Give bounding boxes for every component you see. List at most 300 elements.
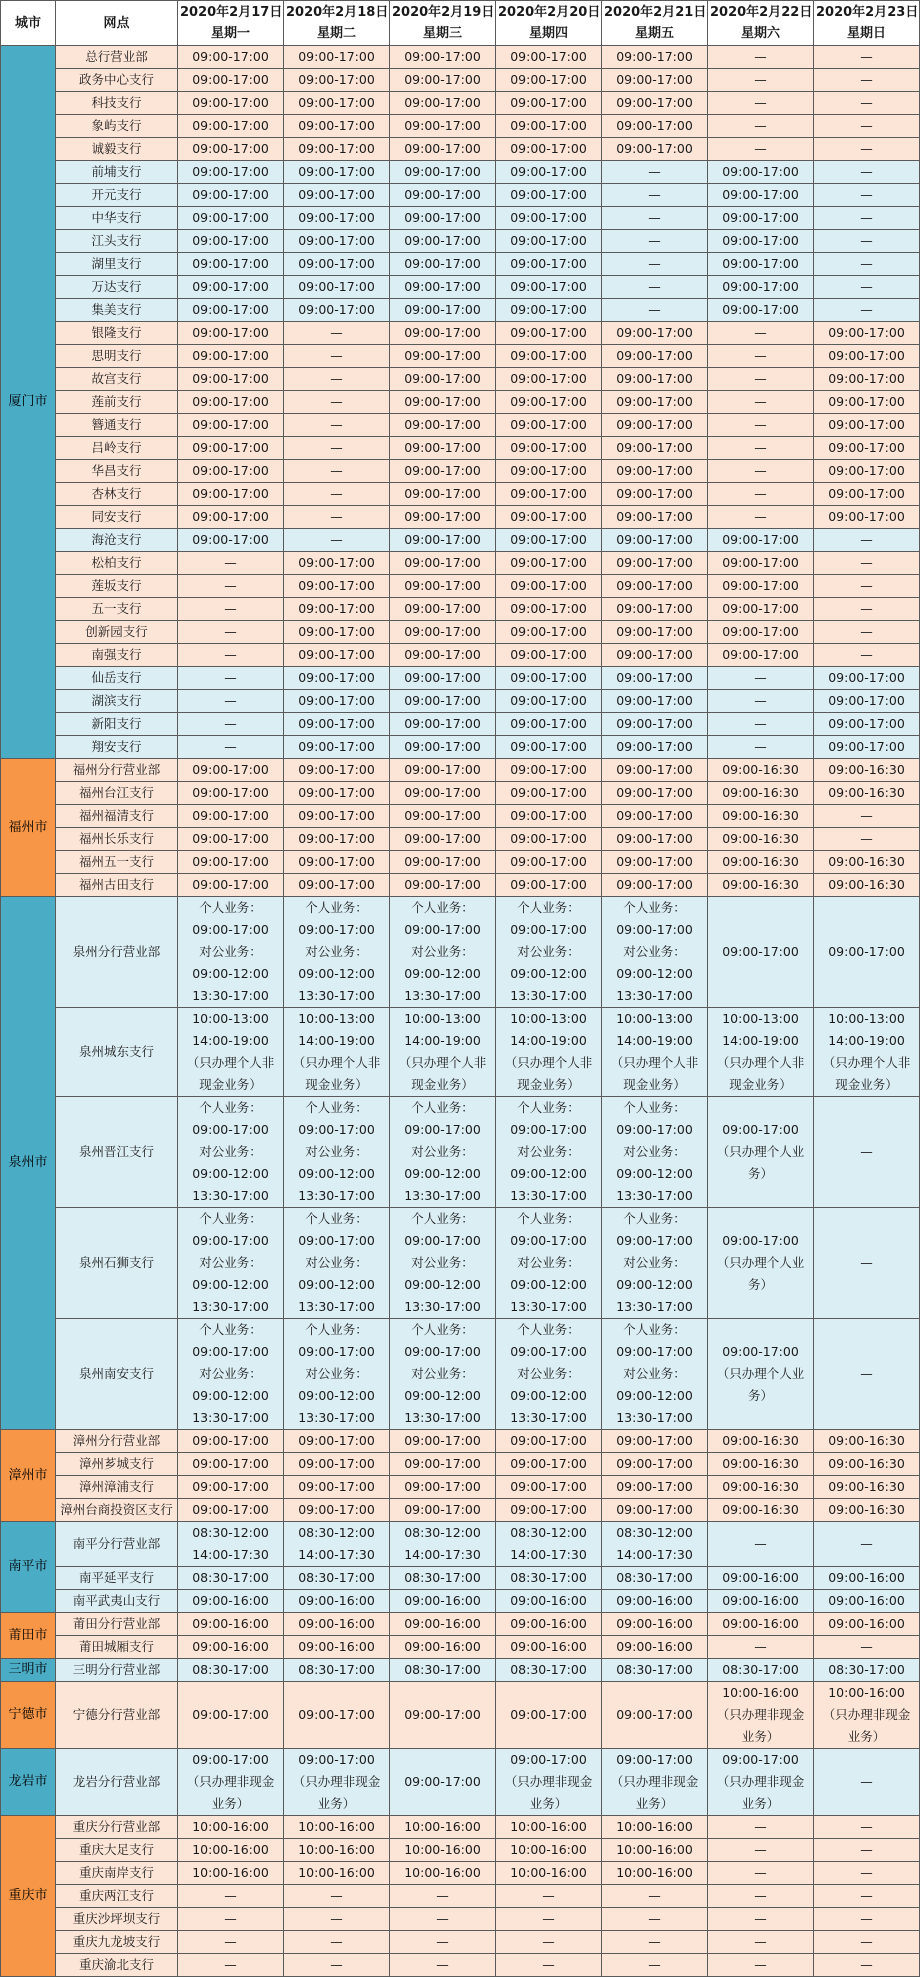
hours-line: 13:30-17:00: [616, 988, 693, 1003]
hours-cell: [496, 644, 602, 667]
hours-line: 09:00-17:00: [192, 463, 269, 478]
hours-cell: [284, 713, 390, 736]
table-row: [1, 1885, 920, 1908]
hours-line: 09:00-17:00: [298, 601, 375, 616]
hours-line: 09:00-17:00: [510, 509, 587, 524]
hours-line: —: [648, 279, 661, 294]
hours-cell: [814, 391, 920, 414]
hours-line: 09:00-17:00: [828, 739, 905, 754]
hours-line: 09:00-17:00: [404, 394, 481, 409]
hours-line: 09:00-17:00: [510, 279, 587, 294]
hours-cell: [708, 345, 814, 368]
hours-cell: [390, 299, 496, 322]
hours-cell: [814, 322, 920, 345]
hours-line: 09:00-17:00: [192, 1502, 269, 1517]
hours-line: —: [436, 1888, 449, 1903]
hours-line: 09:00-17:00: [616, 555, 693, 570]
city-name: 厦门市: [1, 46, 56, 759]
hours-line: —: [754, 716, 767, 731]
hours-line: 个人业务：: [623, 1322, 686, 1337]
table-row: [1, 460, 920, 483]
hours-cell: [284, 299, 390, 322]
hours-line: 09:00-17:00: [298, 118, 375, 133]
hours-cell: [178, 46, 284, 69]
hours-cell: [602, 1816, 708, 1839]
hours-line: —: [224, 716, 237, 731]
hours-cell: [390, 1682, 496, 1749]
hours-cell: [284, 1499, 390, 1522]
hours-cell: [284, 161, 390, 184]
hours-cell: [390, 851, 496, 874]
hours-line: 个人业务：: [517, 1322, 580, 1337]
hours-cell: [602, 253, 708, 276]
hours-line: 08:30-17:00: [192, 1570, 269, 1585]
hours-line: 09:00-16:00: [298, 1593, 375, 1608]
branch-name: 福州古田支行: [56, 874, 178, 897]
hours-cell: [496, 506, 602, 529]
hours-line: —: [860, 164, 873, 179]
hours-line: —: [754, 1842, 767, 1857]
hours-cell: [708, 529, 814, 552]
hours-line: 09:00-16:00: [510, 1616, 587, 1631]
hours-cell: [602, 575, 708, 598]
hours-line: 09:00-17:00: [510, 1456, 587, 1471]
hours-line: （只办理个人非: [610, 1055, 699, 1070]
hours-line: —: [330, 532, 343, 547]
hours-line: （只办理非现金: [822, 1707, 911, 1722]
hours-cell: [708, 276, 814, 299]
hours-cell: [390, 437, 496, 460]
hours-line: 13:30-17:00: [404, 1299, 481, 1314]
hours-cell: [390, 1636, 496, 1659]
hours-line: 14:00-19:00: [404, 1033, 481, 1048]
hours-cell: [602, 1453, 708, 1476]
hours-cell: [178, 322, 284, 345]
hours-line: 09:00-17:00: [192, 118, 269, 133]
table-row: [1, 1319, 920, 1430]
hours-cell: [814, 1862, 920, 1885]
branch-name: 松柏支行: [56, 552, 178, 575]
table-row: [1, 161, 920, 184]
hours-line: 08:30-17:00: [298, 1662, 375, 1677]
table-row: [1, 759, 920, 782]
hours-cell: [814, 460, 920, 483]
hours-line: 09:00-17:00: [828, 417, 905, 432]
hours-cell: [602, 368, 708, 391]
table-row: [1, 1839, 920, 1862]
hours-line: —: [860, 1934, 873, 1949]
hours-cell: [178, 1885, 284, 1908]
hours-cell: [284, 322, 390, 345]
hours-cell: [284, 690, 390, 713]
hours-line: 09:00-17:00: [616, 49, 693, 64]
hours-line: 09:00-16:30: [722, 831, 799, 846]
hours-cell: [602, 874, 708, 897]
hours-cell: [496, 552, 602, 575]
hours-line: 09:00-17:00: [298, 141, 375, 156]
hours-line: 09:00-17:00: [192, 371, 269, 386]
hours-line: 09:00-17:00: [510, 670, 587, 685]
hours-line: 对公业务：: [305, 944, 368, 959]
hours-line: 09:00-17:00: [404, 371, 481, 386]
hours-cell: [814, 805, 920, 828]
hours-cell: [284, 828, 390, 851]
hours-line: 14:00-17:30: [510, 1547, 587, 1562]
hours-cell: [814, 506, 920, 529]
branch-name: 开元支行: [56, 184, 178, 207]
hours-line: 09:00-17:00: [510, 1502, 587, 1517]
hours-cell: [602, 736, 708, 759]
hours-line: 09:00-12:00: [616, 1277, 693, 1292]
hours-line: —: [754, 463, 767, 478]
table-row: [1, 552, 920, 575]
hours-line: 09:00-17:00: [298, 187, 375, 202]
branch-name: 重庆大足支行: [56, 1839, 178, 1862]
hours-line: 09:00-17:00: [616, 509, 693, 524]
hours-line: 09:00-17:00: [404, 647, 481, 662]
branch-name: 南平延平支行: [56, 1567, 178, 1590]
hours-line: （只办理个人非: [186, 1055, 275, 1070]
hours-cell: [496, 69, 602, 92]
branch-name: 漳州漳浦支行: [56, 1476, 178, 1499]
hours-line: 09:00-17:00: [192, 831, 269, 846]
hours-line: —: [754, 739, 767, 754]
hours-line: 个人业务：: [305, 1211, 368, 1226]
hours-line: 09:00-17:00: [404, 118, 481, 133]
hours-cell: [814, 1931, 920, 1954]
hours-line: 09:00-16:00: [192, 1616, 269, 1631]
hours-cell: [178, 1931, 284, 1954]
hours-cell: [708, 598, 814, 621]
hours-line: 09:00-17:00: [404, 463, 481, 478]
hours-cell: [602, 1319, 708, 1430]
hours-cell: [178, 138, 284, 161]
hours-line: （只办理个人业: [716, 1144, 805, 1159]
hours-cell: [814, 736, 920, 759]
hours-cell: [496, 621, 602, 644]
hours-line: 09:00-16:30: [722, 808, 799, 823]
hours-line: 09:00-17:00: [298, 808, 375, 823]
hours-line: 09:00-17:00: [298, 922, 375, 937]
hours-line: 09:00-17:00: [510, 348, 587, 363]
hours-cell: [602, 437, 708, 460]
table-row: [1, 207, 920, 230]
hours-cell: [708, 851, 814, 874]
hours-cell: [814, 276, 920, 299]
hours-cell: [496, 1908, 602, 1931]
hours-cell: [390, 368, 496, 391]
hours-line: —: [754, 509, 767, 524]
hours-line: 09:00-17:00: [298, 1752, 375, 1767]
hours-line: 14:00-17:30: [192, 1547, 269, 1562]
hours-line: 09:00-17:00: [298, 624, 375, 639]
hours-cell: [496, 368, 602, 391]
hours-line: 09:00-17:00: [722, 164, 799, 179]
hours-cell: [284, 1097, 390, 1208]
hours-cell: [496, 1097, 602, 1208]
hours-cell: [814, 690, 920, 713]
hours-cell: [390, 1097, 496, 1208]
hours-cell: [814, 230, 920, 253]
hours-line: （只办理非现金: [292, 1774, 381, 1789]
hours-line: 09:00-17:00: [404, 762, 481, 777]
hours-cell: [284, 138, 390, 161]
hours-line: 09:00-12:00: [510, 1166, 587, 1181]
table-row: [1, 1567, 920, 1590]
hours-line: 14:00-19:00: [298, 1033, 375, 1048]
hours-line: 09:00-17:00: [510, 1233, 587, 1248]
hours-cell: [708, 552, 814, 575]
hours-line: —: [330, 371, 343, 386]
hours-cell: [178, 1522, 284, 1567]
hours-cell: [284, 345, 390, 368]
hours-line: 08:30-17:00: [510, 1570, 587, 1585]
hours-cell: [602, 138, 708, 161]
hours-line: 09:00-17:00: [404, 854, 481, 869]
hours-line: 对公业务：: [517, 1255, 580, 1270]
hours-line: 对公业务：: [305, 1366, 368, 1381]
hours-line: —: [330, 1957, 343, 1972]
hours-cell: [602, 1567, 708, 1590]
hours-cell: [284, 782, 390, 805]
hours-line: 09:00-17:00: [192, 1752, 269, 1767]
hours-cell: [602, 414, 708, 437]
hours-line: 13:30-17:00: [298, 988, 375, 1003]
branch-name: 漳州芗城支行: [56, 1453, 178, 1476]
hours-line: 09:00-17:00: [404, 693, 481, 708]
hours-cell: [708, 184, 814, 207]
hours-line: 09:00-12:00: [298, 1388, 375, 1403]
hours-line: 13:30-17:00: [616, 1299, 693, 1314]
hours-cell: [708, 207, 814, 230]
hours-line: 13:30-17:00: [616, 1410, 693, 1425]
hours-line: 09:00-17:00: [298, 831, 375, 846]
hours-cell: [496, 276, 602, 299]
hours-cell: [178, 483, 284, 506]
hours-line: 09:00-17:00: [192, 1344, 269, 1359]
hours-line: 09:00-17:00: [510, 1752, 587, 1767]
table-row: [1, 1613, 920, 1636]
branch-name: 创新园支行: [56, 621, 178, 644]
hours-line: 09:00-17:00: [510, 1707, 587, 1722]
branch-name: 诚毅支行: [56, 138, 178, 161]
hours-line: 09:00-16:00: [616, 1639, 693, 1654]
hours-line: 09:00-17:00: [404, 348, 481, 363]
hours-cell: [814, 161, 920, 184]
hours-line: —: [224, 601, 237, 616]
hours-line: 09:00-17:00: [298, 762, 375, 777]
hours-cell: [178, 207, 284, 230]
hours-cell: [284, 1931, 390, 1954]
hours-line: 09:00-17:00: [404, 877, 481, 892]
hours-line: 13:30-17:00: [192, 1299, 269, 1314]
hours-cell: [814, 621, 920, 644]
hours-line: 09:00-17:00: [404, 1774, 481, 1789]
hours-line: 09:00-17:00: [404, 670, 481, 685]
hours-line: 09:00-16:30: [722, 1479, 799, 1494]
table-row: [1, 575, 920, 598]
hours-cell: [390, 483, 496, 506]
hours-line: —: [648, 210, 661, 225]
hours-line: 09:00-17:00: [616, 72, 693, 87]
hours-line: —: [330, 1934, 343, 1949]
hours-line: 09:00-17:00: [192, 394, 269, 409]
hours-line: —: [648, 256, 661, 271]
hours-cell: [602, 184, 708, 207]
table-row: [1, 690, 920, 713]
hours-line: 09:00-17:00: [616, 417, 693, 432]
hours-line: 13:30-17:00: [510, 1188, 587, 1203]
hours-cell: [708, 230, 814, 253]
branch-name: 泉州南安支行: [56, 1319, 178, 1430]
table-row: [1, 391, 920, 414]
hours-cell: [496, 828, 602, 851]
hours-line: 对公业务：: [623, 1255, 686, 1270]
hours-line: 09:00-17:00: [298, 49, 375, 64]
hours-line: 08:30-12:00: [298, 1525, 375, 1540]
hours-line: （只办理非现金: [716, 1774, 805, 1789]
hours-line: 09:00-17:00: [510, 210, 587, 225]
hours-line: 09:00-17:00: [616, 647, 693, 662]
hours-line: 个人业务：: [411, 1100, 474, 1115]
hours-line: 09:00-17:00: [828, 670, 905, 685]
hours-cell: [708, 759, 814, 782]
hours-line: 09:00-17:00: [192, 72, 269, 87]
hours-line: 09:00-17:00: [616, 601, 693, 616]
hours-cell: [708, 115, 814, 138]
table-row: [1, 1682, 920, 1749]
hours-cell: [708, 253, 814, 276]
hours-line: —: [754, 371, 767, 386]
hours-line: 09:00-17:00: [510, 532, 587, 547]
hours-line: —: [754, 1536, 767, 1551]
hours-cell: [814, 1590, 920, 1613]
hours-line: —: [648, 1957, 661, 1972]
hours-line: 10:00-16:00: [510, 1842, 587, 1857]
hours-cell: [708, 1499, 814, 1522]
hours-cell: [496, 529, 602, 552]
hours-line: 09:00-17:00: [722, 302, 799, 317]
hours-cell: [178, 897, 284, 1008]
hours-line: 09:00-12:00: [616, 966, 693, 981]
hours-cell: [390, 1008, 496, 1097]
hours-line: —: [224, 693, 237, 708]
hours-line: 13:30-17:00: [298, 1188, 375, 1203]
hours-line: 09:00-17:00: [298, 302, 375, 317]
hours-cell: [814, 644, 920, 667]
hours-line: 09:00-17:00: [616, 371, 693, 386]
hours-cell: [496, 161, 602, 184]
hours-line: 业务）: [635, 1796, 674, 1811]
hours-cell: [390, 1319, 496, 1430]
hours-cell: [284, 115, 390, 138]
hours-line: 09:00-12:00: [298, 1277, 375, 1292]
hours-cell: [496, 1862, 602, 1885]
hours-cell: [602, 713, 708, 736]
hours-line: 09:00-16:30: [828, 1479, 905, 1494]
hours-line: 09:00-17:00: [404, 808, 481, 823]
hours-cell: [814, 46, 920, 69]
hours-cell: [602, 1430, 708, 1453]
hours-cell: [814, 1430, 920, 1453]
hours-line: 09:00-17:00: [298, 693, 375, 708]
hours-line: —: [754, 417, 767, 432]
hours-cell: [708, 805, 814, 828]
hours-line: 09:00-17:00: [616, 670, 693, 685]
hours-cell: [602, 1590, 708, 1613]
hours-line: —: [860, 49, 873, 64]
hours-cell: [708, 1636, 814, 1659]
hours-line: 09:00-17:00: [298, 1344, 375, 1359]
hours-line: 09:00-17:00: [404, 555, 481, 570]
hours-line: 09:00-17:00: [722, 578, 799, 593]
hours-line: 09:00-12:00: [192, 966, 269, 981]
table-row: [1, 69, 920, 92]
hours-cell: [496, 1567, 602, 1590]
hours-line: 个人业务：: [623, 1211, 686, 1226]
hours-cell: [708, 391, 814, 414]
hours-cell: [708, 138, 814, 161]
branch-name: 科技支行: [56, 92, 178, 115]
hours-line: —: [860, 1639, 873, 1654]
hours-cell: [602, 230, 708, 253]
hours-cell: [602, 69, 708, 92]
hours-line: —: [754, 118, 767, 133]
hours-cell: [178, 276, 284, 299]
hours-cell: [178, 1453, 284, 1476]
hours-cell: [284, 230, 390, 253]
hours-line: 09:00-17:00: [298, 1502, 375, 1517]
hours-line: 09:00-17:00: [616, 532, 693, 547]
hours-cell: [708, 1208, 814, 1319]
hours-line: —: [754, 486, 767, 501]
hours-cell: [602, 667, 708, 690]
hours-cell: [602, 1749, 708, 1816]
hours-line: 08:30-17:00: [616, 1662, 693, 1677]
hours-line: 09:00-17:00: [722, 1752, 799, 1767]
hours-line: 09:00-17:00: [192, 1233, 269, 1248]
hours-line: —: [860, 256, 873, 271]
hours-line: 个人业务：: [411, 1322, 474, 1337]
hours-line: —: [330, 325, 343, 340]
hours-cell: [284, 46, 390, 69]
hours-line: 09:00-17:00: [510, 877, 587, 892]
hours-cell: [602, 1659, 708, 1682]
hours-line: —: [648, 302, 661, 317]
hours-cell: [496, 1954, 602, 1977]
hours-line: —: [436, 1957, 449, 1972]
hours-line: 09:00-17:00: [510, 325, 587, 340]
hours-cell: [496, 115, 602, 138]
hours-cell: [602, 529, 708, 552]
hours-cell: [390, 782, 496, 805]
branch-name: 漳州分行营业部: [56, 1430, 178, 1453]
hours-line: —: [860, 647, 873, 662]
hours-line: —: [860, 187, 873, 202]
hours-line: 09:00-17:00: [616, 808, 693, 823]
hours-line: 业务）: [741, 1796, 780, 1811]
hours-line: —: [330, 463, 343, 478]
hours-line: —: [860, 1957, 873, 1972]
hours-cell: [390, 161, 496, 184]
hours-cell: [390, 1954, 496, 1977]
hours-line: 13:30-17:00: [404, 988, 481, 1003]
city-name: 三明市: [1, 1659, 56, 1682]
hours-line: —: [860, 95, 873, 110]
branch-name: 湖里支行: [56, 253, 178, 276]
header-day: 2020年2月23日 星期日: [814, 1, 920, 46]
branch-name: 五一支行: [56, 598, 178, 621]
